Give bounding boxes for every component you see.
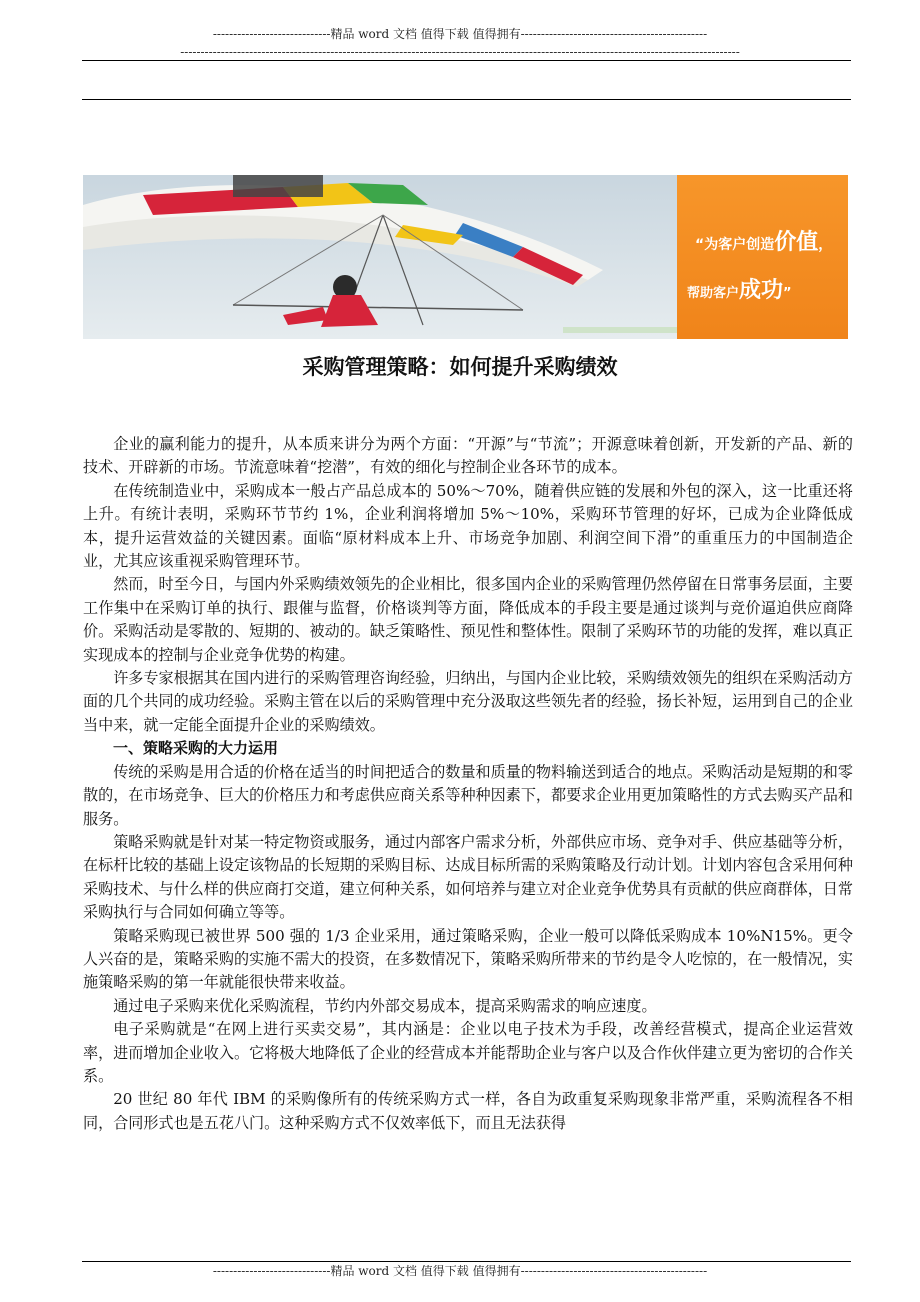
slogan-line-2 <box>687 273 792 304</box>
header-rule-bottom <box>82 99 851 100</box>
body-paragraph: 20 世纪 80 年代 IBM 的采购像所有的传统采购方式一样，各自为政重复采购现象非常严重，采购流程各不相同，合同形式也是五花八门。这种采购方式不仅效率低下，而且无法获得 <box>83 1090 853 1132</box>
body-paragraph: 策略采购就是针对某一特定物资或服务，通过内部客户需求分析，外部供应市场、竞争对手、供应基础等分析，在标杆比较的基础上设定该物品的长短期的采购目标、达成目标所需的采购策略及行动计划。计划内容包含采用何种采购技术、与什么样的供应商打交道，建立何种关系，如何培养与建立对企业竞争优势具有贡献的供应商群体，日常采购执行与合同如何确立等等。 <box>83 832 853 922</box>
slogan-line-2-post: ” <box>783 286 792 301</box>
document-body <box>83 433 853 1135</box>
body-paragraph: 在传统制造业中，采购成本一般占产品总成本的 50%～70%，随着供应链的发展和外包的深入，这一比重还将上升。有统计表明，采购环节节约 1%，企业利润将增加 5%～10%，采购环节管理的好坏，已成为企业降低成本，提升运营效益的关键因素。面临“原材料成本上升、市场竞争加剧、利润空间下滑”的重重压力的中国制造企业，尤其应该重视采购管理环节。 <box>83 481 853 571</box>
header-watermark-line: -----------------------------精品 word 文档 值得下载 值得拥有---------------------------------------------- <box>212 27 708 41</box>
banner-image <box>83 175 848 339</box>
footer-watermark-line: -----------------------------精品 word 文档 值得下载 值得拥有---------------------------------------------- <box>212 1264 708 1278</box>
body-paragraph: 许多专家根据其在国内进行的采购管理咨询经验，归纳出，与国内企业比较，采购绩效领先的组织在采购活动方面的几个共同的成功经验。采购主管在以后的采购管理中充分汲取这些领先者的经验，扬长补短，运用到自己的企业当中来，就一定能全面提升企业的采购绩效。 <box>83 669 853 734</box>
footer-rule <box>82 1261 851 1262</box>
body-paragraph: 通过电子采购来优化采购流程，节约内外部交易成本，提高采购需求的响应速度。 <box>113 996 657 1015</box>
slogan-line-2-pre: 帮助客户 <box>687 286 740 301</box>
header-rule-top <box>82 60 851 61</box>
body-paragraph: 传统的采购是用合适的价格在适当的时间把适合的数量和质量的物料输送到适合的地点。采购活动是短期的和零散的，在市场竞争、巨大的价格压力和考虑供应商关系等种种因素下，都要求企业用更加策略性的方式去购买产品和服务。 <box>83 762 853 828</box>
slogan-line-1-pre: “为客户创造 <box>695 237 775 253</box>
body-paragraph: 企业的赢利能力的提升，从本质来讲分为两个方面：“开源”与“节流”；开源意味着创新，开发新的产品、新的技术、开辟新的市场。节流意味着“挖潜”，有效的细化与控制企业各环节的成本。 <box>83 435 853 477</box>
document-title: 采购管理策略：如何提升采购绩效 <box>302 355 618 379</box>
body-paragraph: 策略采购现已被世界 500 强的 1/3 企业采用，通过策略采购，企业一般可以降低采购成本 10%N15%。更令人兴奋的是，策略采购的实施不需大的投资，在多数情况下，策略采购所带来的节约是令人吃惊的，在一般情况，实施策略采购的第一年就能很快带来收益。 <box>83 926 853 992</box>
header-dash-line: ------------------------------------------------------------------------------------------------------------------------------------------ <box>180 45 740 59</box>
slogan-line-2-emphasis: 成功 <box>739 278 784 303</box>
slogan-line-1-emphasis: 价值 <box>774 230 819 255</box>
slogan-line-1-post: ， <box>818 237 833 253</box>
section-heading: 一、策略采购的大力运用 <box>113 739 279 758</box>
banner-slogan-panel <box>677 175 848 339</box>
body-paragraph: 然而，时至今日，与国内外采购绩效领先的企业相比，很多国内企业的采购管理仍然停留在日常事务层面，主要工作集中在采购订单的执行、跟催与监督，价格谈判等方面，降低成本的手段主要是通过谈判与竞价逼迫供应商降价。采购活动是零散的、短期的、被动的。缺乏策略性、预见性和整体性。限制了采购环节的功能的发挥，难以真正实现成本的控制与企业竞争优势的构建。 <box>83 575 853 664</box>
body-paragraph: 电子采购就是“在网上进行买卖交易”，其内涵是：企业以电子技术为手段，改善经营模式，提高企业运营效率，进而增加企业收入。它将极大地降低了企业的经营成本并能帮助企业与客户以及合作伙伴建立更为密切的合作关系。 <box>83 1020 853 1085</box>
hang-glider-photo <box>83 175 677 339</box>
slogan-line-1 <box>695 225 832 256</box>
